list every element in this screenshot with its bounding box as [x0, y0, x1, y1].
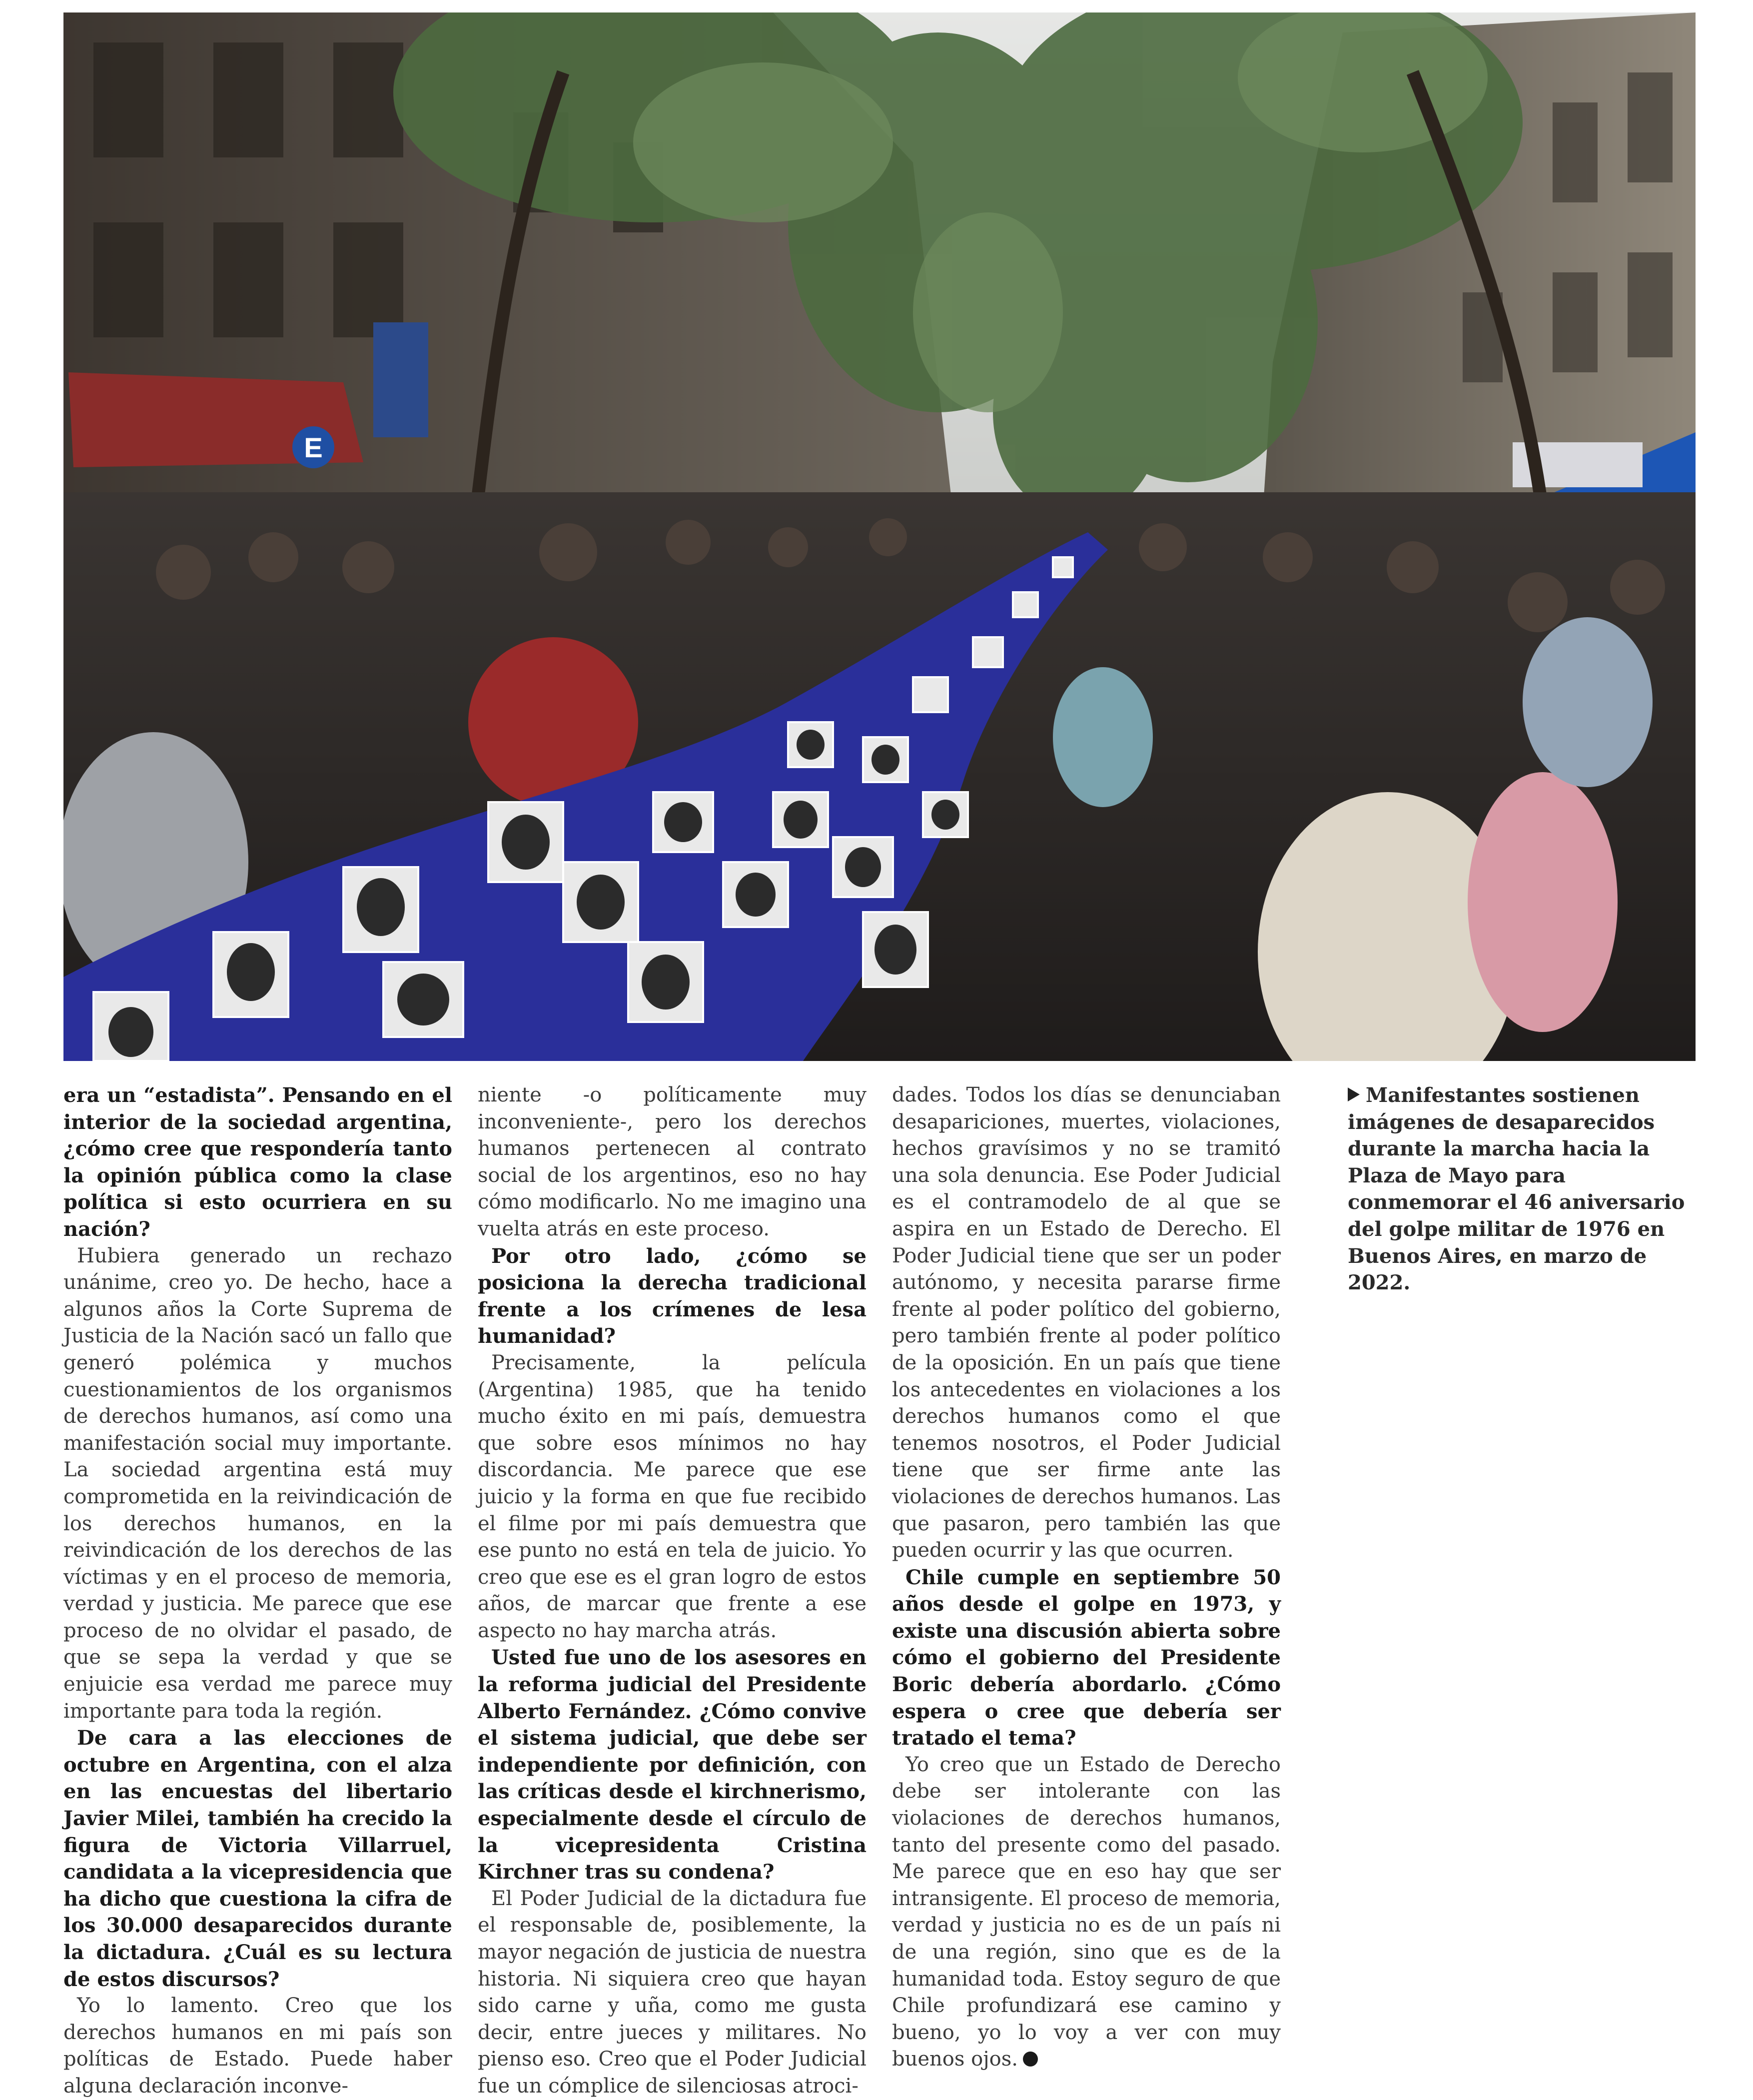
article-column-2	[478, 1082, 867, 2100]
article-column-1	[63, 1082, 452, 2100]
caption-text: Manifestantes sostienen imágenes de desaparecidos durante la marcha hacia la Plaza de Mayo para conmemorar el 46 aniversario del golpe militar de 1976 en Buenos Aires, en marzo de 2022.	[1348, 1083, 1685, 1295]
answer-paragraph: Hubiera generado un rechazo unánime, creo yo. De hecho, hace a algunos años la Corte Suprema de Justicia de la Nación sacó un fallo que generó polémica y muchos cuestionamientos de los organismos de derechos humanos, así como una manifestación social muy importante. La sociedad argentina está muy comprometida en la reivindicación de los derechos humanos, en la reivindicación de los derechos de las víctimas y en el proceso de memoria, verdad y justicia. Me parece que ese proceso de no olvidar el pasado, de que se sepa la verdad y que se enjuicie esa verdad me parece muy importante para toda la región.	[63, 1244, 452, 1723]
article-column-3	[892, 1082, 1281, 2073]
answer-paragraph: dades. Todos los días se denunciaban desapariciones, muertes, violaciones, hechos gravísimos y no se tramitó una sola denuncia. Ese Poder Judicial es el contramodelo de al que se aspira en un Estado de Derecho. El Poder Judicial tiene que ser un poder autónomo, y necesita pararse firme frente al poder político del gobierno, pero también frente al poder político de la oposición. En un país que tiene los antecedentes en violaciones a los derechos humanos como el que tenemos nosotros, el Poder Judicial tiene que ser firme ante las violaciones de derechos humanos. Las que pasaron, pero también las que pueden ocurrir y las que ocurren.	[892, 1083, 1281, 1562]
protest-photo-illustration	[63, 12, 1696, 1061]
question-paragraph: De cara a las elecciones de octubre en Argentina, con el alza en las encuestas del libertario Javier Milei, también ha crecido la figura de Victoria Villarruel, candidata a la vicepresidencia que ha dicho que cuestiona la cifra de los 30.000 desaparecidos durante la dictadura. ¿Cuál es su lectura de estos discursos?	[63, 1726, 452, 1991]
final-answer-text: Yo creo que un Estado de Derecho debe ser intolerante con las violaciones de derechos humanos, tanto del presente como del pasado. Me parece que en eso hay que ser intransigente. El proceso de memoria, verdad y justicia no es de un país ni de una región, sino que es de la humanidad toda. Estoy seguro de que Chile profundizará ese camino y bueno, yo lo voy a ver con muy buenos ojos.	[892, 1753, 1281, 2071]
answer-paragraph	[892, 1752, 1281, 2073]
question-paragraph: Por otro lado, ¿cómo se posiciona la derecha tradicional frente a los crímenes de lesa humanidad?	[478, 1244, 867, 1348]
question-paragraph: era un “estadista”. Pensando en el interior de la sociedad argentina, ¿cómo cree que respondería tanto la opinión pública como la clase política si esto ocurriera en su nación?	[63, 1083, 452, 1241]
answer-paragraph: niente -o políticamente muy inconveniente-, pero los derechos humanos pertenecen al contrato social de los argentinos, eso no hay cómo modificarlo. No me imagino una vuelta atrás en este proceso.	[478, 1083, 867, 1240]
question-paragraph: Chile cumple en septiembre 50 años desde el golpe en 1973, y existe una discusión abierta sobre cómo el gobierno del Presidente Boric debería abordarlo. ¿Cómo espera o cree que debería ser tratado el tema?	[892, 1565, 1281, 1750]
caption-triangle-icon	[1348, 1087, 1360, 1101]
answer-paragraph: El Poder Judicial de la dictadura fue el responsable de, posiblemente, la mayor negación de justicia de nuestra historia. Ni siquiera creo que hayan sido carne y uña, como me gusta decir, entre jueces y militares. No pienso eso. Creo que el Poder Judicial fue un cómplice de silenciosas atroci-	[478, 1887, 867, 2098]
photo-caption	[1348, 1082, 1696, 1296]
svg-text:E: E	[304, 432, 323, 463]
answer-paragraph: Yo lo lamento. Creo que los derechos humanos en mi país son políticas de Estado. Puede haber alguna declaración inconve-	[63, 1994, 452, 2098]
end-of-article-icon	[1023, 2052, 1038, 2067]
question-paragraph: Usted fue uno de los asesores en la reforma judicial del Presidente Alberto Fernández. ¿Cómo convive el sistema judicial, que debe ser independiente por definición, con las críticas desde el kirchnerismo, especialmente desde el círculo de la vicepresidenta Cristina Kirchner tras su condena?	[478, 1646, 867, 1884]
answer-paragraph: Precisamente, la película (Argentina) 1985, que ha tenido mucho éxito en mi país, demuestra que sobre esos mínimos no hay discordancia. Me parece que ese juicio y la forma en que fue recibido el filme por mi país demuestra que ese punto no está en tela de juicio. Yo creo que ese es el gran logro de estos años, de marcar que frente a ese aspecto no hay marcha atrás.	[478, 1351, 867, 1642]
article-photo	[63, 12, 1696, 1061]
